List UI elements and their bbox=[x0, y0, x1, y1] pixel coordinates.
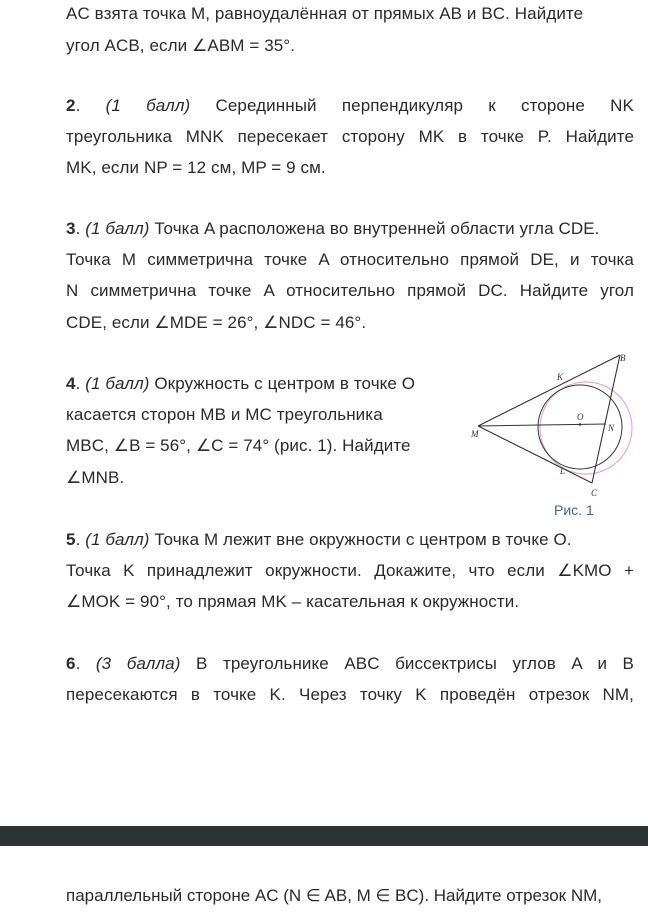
problem5-number: 5 bbox=[66, 530, 76, 549]
problem4-line1: 4. (1 балл) Окружность с центром в точке O bbox=[66, 374, 416, 393]
problem4-text-start: Окружность с центром в точке O bbox=[154, 374, 416, 393]
problem5-line2: Точка K принадлежит окружности. Докажите, что если ∠KMO + bbox=[66, 561, 634, 580]
problem2-line2: треугольника MNK пересекает сторону MK в точке P. Найдите bbox=[66, 127, 634, 146]
problem3-number: 3 bbox=[66, 219, 76, 238]
problem4-line4: ∠MNB. bbox=[66, 468, 125, 487]
problem3-points: (1 балл) bbox=[85, 219, 150, 238]
side-mc bbox=[478, 426, 592, 483]
problem6-text-start: В треугольнике ABC биссектрисы углов A и B bbox=[196, 654, 634, 673]
problem4-number: 4 bbox=[66, 374, 76, 393]
problem5-line1: 5. (1 балл) Точка M лежит вне окружности с центром в точке O. bbox=[66, 530, 572, 549]
segment-mn bbox=[478, 424, 606, 426]
problem4-line3: MBC, ∠B = 56°, ∠C = 74° (рис. 1). Найдите bbox=[66, 436, 411, 455]
problem3-text-start: Точка A расположена во внутренней области угла CDE. bbox=[154, 219, 600, 238]
figure-1-diagram bbox=[468, 350, 640, 502]
problem5-line3: ∠MOK = 90°, то прямая MK – касательная к окружности. bbox=[66, 592, 520, 611]
problem3-line3: N симметрична точке A относительно прямой DC. Найдите угол bbox=[66, 281, 634, 300]
problem6-points: (3 балла) bbox=[95, 654, 181, 673]
problem4-line2: касается сторон MB и MC треугольника bbox=[66, 405, 383, 424]
problem2-number: 2 bbox=[66, 96, 76, 115]
problem1-line1: AC взята точка M, равноудалённая от прямых AB и BC. Найдите bbox=[66, 4, 584, 23]
page-separator-bar bbox=[0, 826, 648, 846]
figure-caption: Рис. 1 bbox=[554, 502, 594, 518]
problem4-points: (1 балл) bbox=[85, 374, 150, 393]
problem3-line1: 3. (1 балл) Точка A расположена во внутренней области угла CDE. bbox=[66, 219, 600, 238]
problem2-line3: MK, если NP = 12 см, MP = 9 см. bbox=[66, 158, 326, 177]
document-page-bottom bbox=[0, 846, 648, 924]
label-b: B bbox=[620, 353, 626, 363]
problem2-text-start: Серединный перпендикуляр к стороне NK bbox=[215, 96, 634, 115]
problem3-line4: CDE, если ∠MDE = 26°, ∠NDC = 46°. bbox=[66, 313, 367, 332]
problem6-line1: 6. (3 балла) В треугольнике ABC биссектрисы углов A и B bbox=[66, 654, 634, 673]
problem5-points: (1 балл) bbox=[85, 530, 150, 549]
side-mb bbox=[478, 355, 620, 426]
label-c: C bbox=[591, 488, 598, 498]
label-o: O bbox=[577, 412, 584, 422]
label-m: M bbox=[471, 429, 479, 439]
problem6-line3-cut: параллельный стороне AC (N ∈ AB, M ∈ BC). Найдите отрезок NM, bbox=[66, 886, 602, 905]
problem2-line1: 2. (1 балл) Серединный перпендикуляр к стороне NK bbox=[66, 96, 634, 115]
problem6-number: 6 bbox=[66, 654, 76, 673]
center-point bbox=[579, 423, 581, 425]
problem1-line2: угол ACB, если ∠ABM = 35°. bbox=[66, 36, 296, 55]
problem6-line2: пересекаются в точке K. Через точку K проведён отрезок NM, bbox=[66, 685, 634, 704]
problem3-line2: Точка M симметрична точке A относительно прямой DE, и точка bbox=[66, 250, 634, 269]
label-l: L bbox=[560, 466, 566, 476]
label-k: K bbox=[557, 372, 564, 382]
problem2-points: (1 балл) bbox=[105, 96, 191, 115]
problem5-text-start: Точка M лежит вне окружности с центром в точке O. bbox=[154, 530, 572, 549]
label-n: N bbox=[608, 423, 615, 433]
